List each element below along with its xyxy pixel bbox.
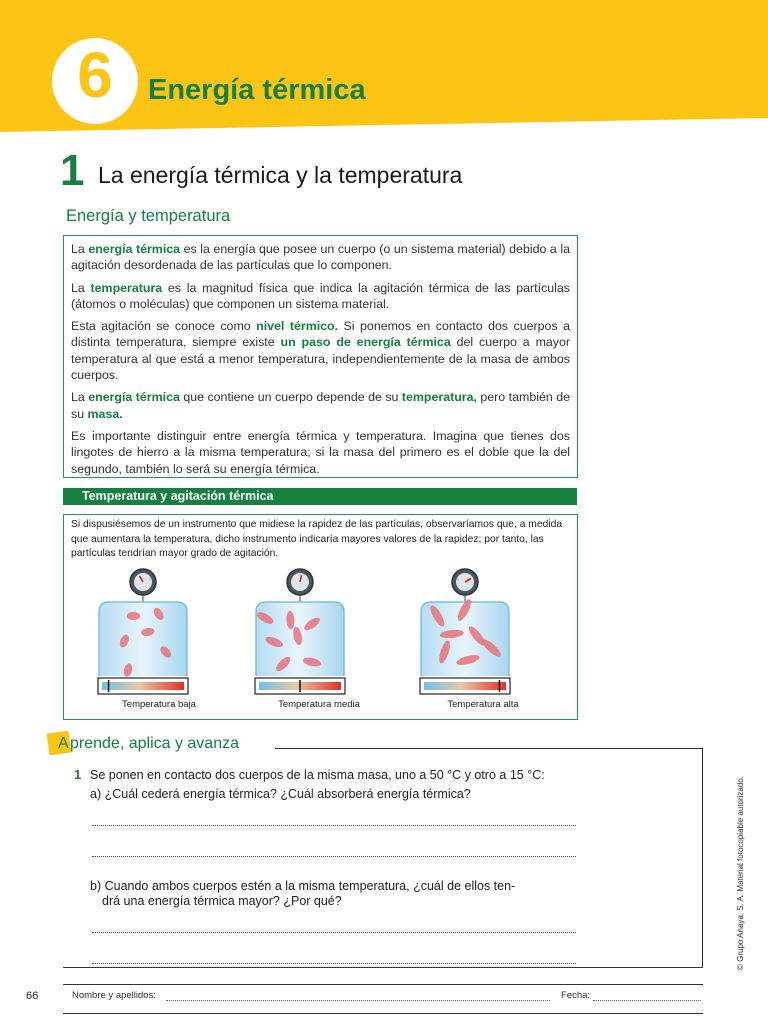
date-label: Fecha: bbox=[561, 990, 591, 1001]
section-title: La energía térmica y la temperatura bbox=[98, 162, 463, 188]
agitation-title: Temperatura y agitación térmica bbox=[82, 489, 274, 503]
activities-bottom-rule bbox=[63, 967, 703, 968]
temperature-gradient bbox=[102, 682, 184, 690]
answer-line[interactable] bbox=[92, 825, 576, 826]
containers-illustration bbox=[63, 560, 577, 720]
container-label-high: Temperatura alta bbox=[447, 699, 519, 710]
footer-top-rule bbox=[63, 984, 703, 985]
particle bbox=[127, 612, 140, 620]
container-label-medium: Temperatura media bbox=[278, 699, 360, 710]
activities-title-rule bbox=[275, 748, 703, 749]
chapter-number: 6 bbox=[77, 39, 113, 111]
agitation-text: Si dispusiésemos de un instrumento que midiese la rapidez de las partículas, observaríamos que, a medida que aumentara la temperatura, dicho instrumento indicaría mayores valores de la rapidez; por tanto, las partículas tendrían mayor grado de agitación. bbox=[71, 519, 563, 559]
glass-container bbox=[99, 602, 187, 676]
definition-paragraph: Es importante distinguir entre energía térmica y temperatura. Imagina que tienes dos lingotes de hierro a la misma temperatura; si la masa del primero es el doble que la del segundo, también lo será su energía térmica. bbox=[71, 428, 570, 476]
footer-bottom-rule bbox=[63, 1013, 703, 1014]
definition-paragraph: La temperatura es la magnitud física que indica la agitación térmica de las partículas (átomos o moléculas) que componen un sistema material. bbox=[71, 280, 570, 311]
definition-paragraph: La energía térmica es la energía que posee un cuerpo (o un sistema material) debido a la agitación desordenada de las partículas que lo componen. bbox=[71, 242, 571, 273]
question-text: Se ponen en contacto dos cuerpos de la misma masa, uno a 50 °C y otro a 15 °C: bbox=[90, 768, 545, 782]
container-label-low: Temperatura baja bbox=[122, 699, 196, 710]
temperature-gradient bbox=[424, 682, 506, 690]
question-a: a) ¿Cuál cederá energía térmica? ¿Cuál absorberá energía térmica? bbox=[90, 787, 471, 801]
activities-title: prende, aplica y avanza bbox=[70, 735, 239, 752]
name-label: Nombre y apellidos: bbox=[72, 990, 156, 1001]
subsection-title: Energía y temperatura bbox=[66, 207, 231, 225]
answer-line[interactable] bbox=[92, 856, 576, 857]
definition-paragraph: La energía térmica que contiene un cuerpo depende de su temperatura, pero también de su masa. bbox=[71, 390, 570, 421]
chapter-title: Energía térmica bbox=[148, 74, 366, 106]
definition-paragraph: Esta agitación se conoce como nivel térmico. Si ponemos en contacto dos cuerpos a distinta temperatura, siempre existe un paso de energía térmica del cuerpo a mayor temperatura al que está a menor temperatura, independientemente de la masa de ambos cuerpos. bbox=[71, 319, 570, 383]
copyright-notice: © Grupo Anaya, S. A. Material fotocopiable autorizado. bbox=[736, 775, 745, 970]
answer-line[interactable] bbox=[92, 932, 576, 933]
question-b-line1: b) Cuando ambos cuerpos estén a la misma temperatura, ¿cuál de ellos ten- bbox=[90, 879, 516, 893]
question-number: 1 bbox=[74, 767, 82, 782]
question-b-line2: drá una energía térmica mayor? ¿Por qué? bbox=[102, 894, 342, 908]
date-field[interactable] bbox=[593, 1000, 701, 1001]
activities-side-rule bbox=[702, 748, 703, 968]
answer-line[interactable] bbox=[92, 963, 576, 964]
definitions-box bbox=[63, 235, 578, 478]
section-number: 1 bbox=[60, 146, 85, 195]
name-field[interactable] bbox=[166, 1000, 550, 1001]
activities-badge: A bbox=[58, 735, 69, 752]
page-number: 66 bbox=[26, 990, 39, 1002]
